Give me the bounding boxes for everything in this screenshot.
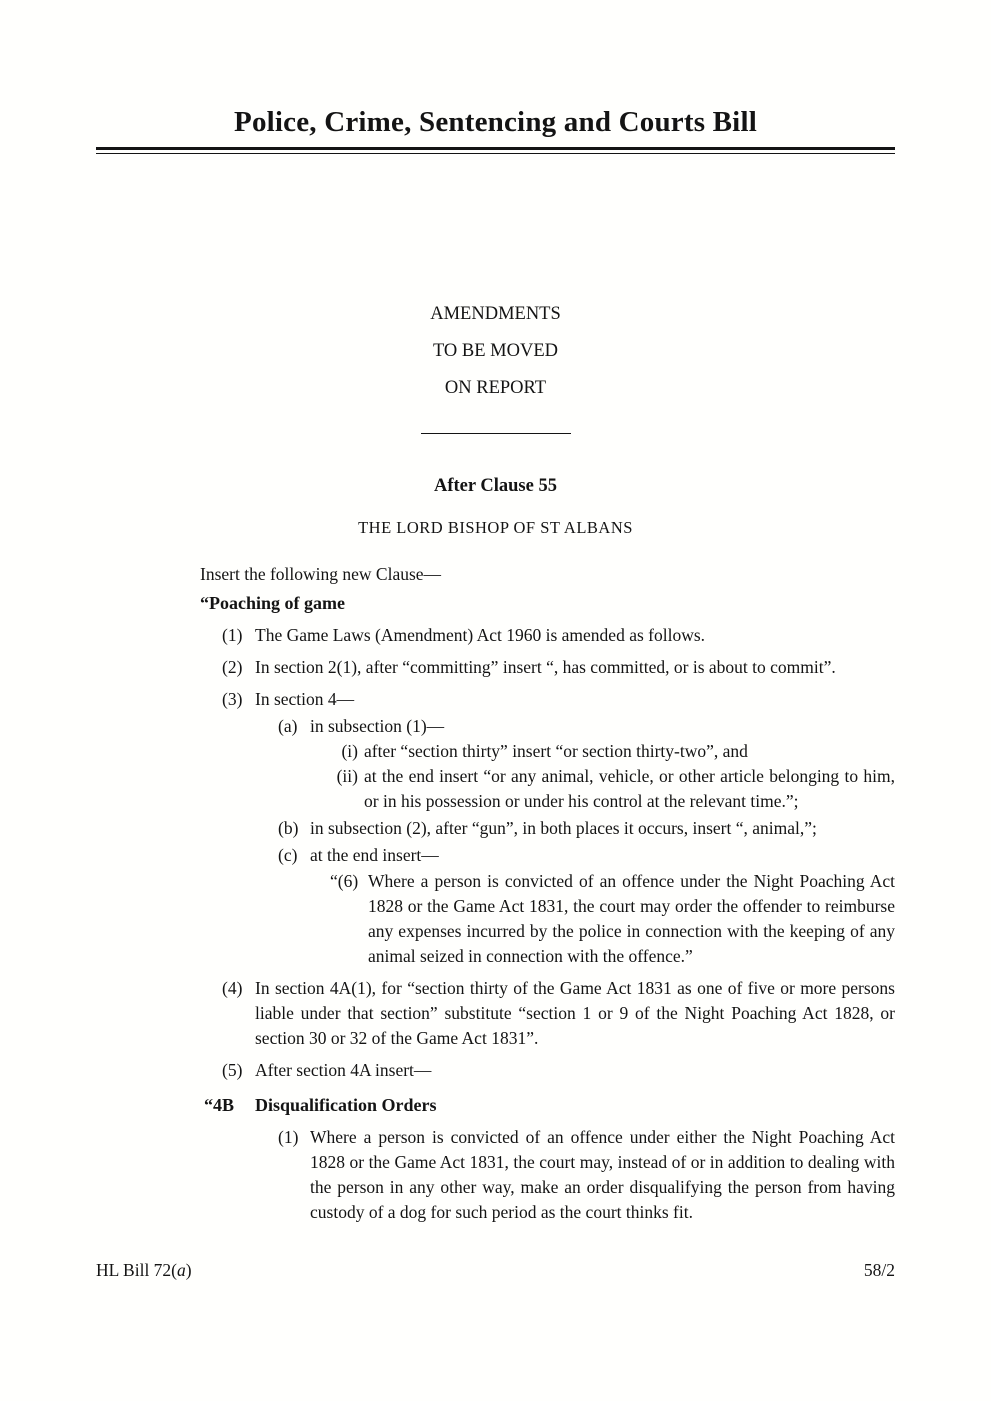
item-text: In section 4— <box>255 689 355 709</box>
notice-line-1: AMENDMENTS <box>430 304 561 324</box>
inserted-subsection-6 <box>200 869 895 969</box>
amendment-item-1 <box>200 623 895 648</box>
item-number: (2) <box>222 657 243 677</box>
bill-header <box>0 0 991 154</box>
divider-rule <box>421 433 571 434</box>
item-text: at the end insert “or any animal, vehicle, or other article belonging to him, or in his possession or under his control at the relevant time.”; <box>364 766 895 811</box>
page-footer <box>96 1260 895 1281</box>
item-text: After section 4A insert— <box>255 1060 432 1080</box>
item-number: (c) <box>278 845 298 865</box>
item-text: In section 4A(1), for “section thirty of the Game Act 1831 as one of five or more persons liable under that section” substitute “section 1 or 9 of the Night Poaching Act 1828, or section 30 or 32 of the Game Act 1831”. <box>255 978 895 1048</box>
item-text: in subsection (2), after “gun”, in both places it occurs, insert “, animal,”; <box>310 818 817 838</box>
item-text: at the end insert— <box>310 845 439 865</box>
bill-title: Police, Crime, Sentencing and Courts Bill <box>234 106 757 138</box>
bill-reference-suffix: ) <box>185 1260 192 1280</box>
amendment-item-2 <box>200 655 895 680</box>
page-number: 58/2 <box>863 1260 895 1280</box>
inserted-section-item-1 <box>200 1125 895 1225</box>
item-number: (1) <box>278 1127 299 1147</box>
item-number: (1) <box>222 625 243 645</box>
item-text: Where a person is convicted of an offence under either the Night Poaching Act 1828 or the Game Act 1831, the court may, instead of or in addition to dealing with the person in any other way, make an order disqualifying the person from having custody of a dog for such period as the court thinks fit. <box>310 1127 895 1222</box>
bill-reference-italic: a <box>177 1260 186 1280</box>
section-heading: After Clause 55 <box>434 476 557 496</box>
item-number: (ii) <box>336 766 358 786</box>
amendments-notice <box>0 296 991 407</box>
item-text: after “section thirty” insert “or section thirty-two”, and <box>364 741 748 761</box>
item-number: (4) <box>222 978 243 998</box>
notice-line-3: ON REPORT <box>444 378 547 398</box>
item-number: (b) <box>278 818 299 838</box>
item-text: In section 2(1), after “committing” insert “, has committed, or is about to commit”. <box>255 657 836 677</box>
clause-title: “Poaching of game <box>200 593 345 613</box>
item-number: “(6) <box>330 871 359 891</box>
section-number: “4B <box>204 1095 235 1115</box>
item-text: The Game Laws (Amendment) Act 1960 is amended as follows. <box>255 625 706 645</box>
item-number: (5) <box>222 1060 243 1080</box>
rule-thick <box>96 147 895 150</box>
amendment-item-3a <box>200 714 895 739</box>
bill-reference <box>96 1260 192 1281</box>
amendment-item-3 <box>200 687 895 712</box>
amendment-item-4 <box>200 976 895 1051</box>
instruction-text: Insert the following new Clause— <box>200 564 442 584</box>
amendment-item-5 <box>200 1058 895 1083</box>
amendment-item-3a-ii <box>200 764 895 814</box>
header-double-rule <box>96 147 895 154</box>
amendment-body <box>200 562 895 1225</box>
mover-name: THE LORD BISHOP OF ST ALBANS <box>358 518 633 537</box>
item-number: (i) <box>341 741 358 761</box>
amendment-item-3b <box>200 816 895 841</box>
bill-reference-prefix: HL Bill 72( <box>96 1260 178 1280</box>
inserted-section-heading <box>200 1093 895 1118</box>
rule-thin <box>96 153 895 154</box>
item-text: Where a person is convicted of an offence under the Night Poaching Act 1828 or the Game Act 1831, the court may order the offender to reimburse any expenses incurred by the police in connection with the keeping of any animal seized in connection with the offence.” <box>368 871 895 966</box>
item-number: (a) <box>278 716 298 736</box>
notice-line-2: TO BE MOVED <box>432 341 559 361</box>
section-title: Disqualification Orders <box>255 1095 437 1115</box>
amendment-item-3a-i <box>200 739 895 764</box>
item-number: (3) <box>222 689 243 709</box>
item-text: in subsection (1)— <box>310 716 445 736</box>
amendment-item-3c <box>200 843 895 868</box>
